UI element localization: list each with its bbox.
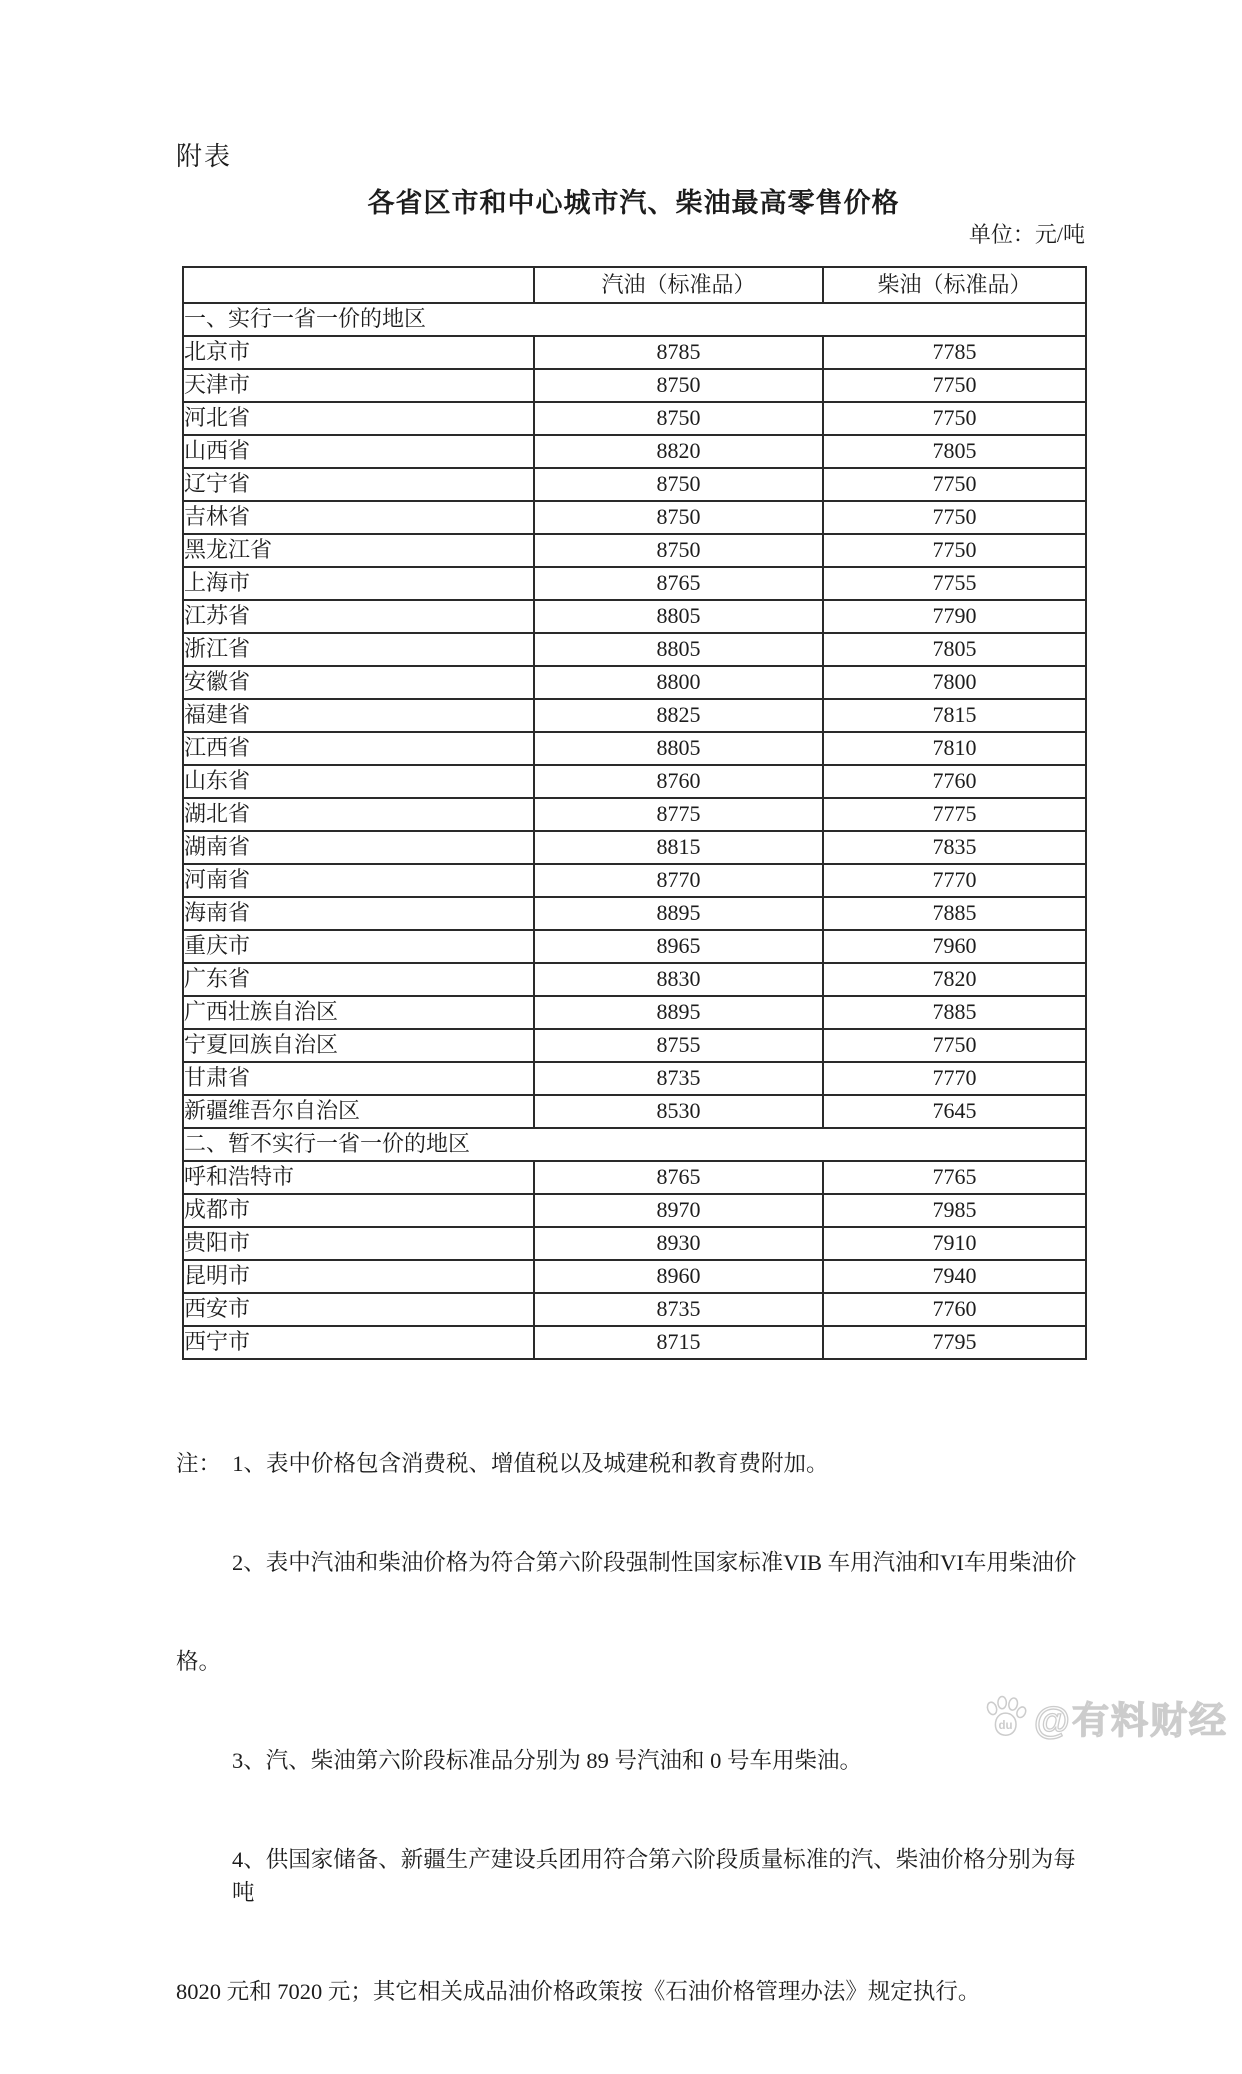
region-name-cell: 广西壮族自治区 — [183, 996, 534, 1029]
price-row — [183, 369, 1086, 402]
price-row — [183, 1260, 1086, 1293]
region-name-cell: 新疆维吾尔自治区 — [183, 1095, 534, 1128]
diesel-price-cell: 7750 — [823, 402, 1086, 435]
region-name-cell: 呼和浩特市 — [183, 1161, 534, 1194]
diesel-price-cell: 7790 — [823, 600, 1086, 633]
svg-text:du: du — [998, 1719, 1013, 1732]
gasoline-price-cell: 8735 — [534, 1062, 823, 1095]
price-row — [183, 1194, 1086, 1227]
price-row — [183, 996, 1086, 1029]
diesel-price-cell: 7805 — [823, 435, 1086, 468]
note-line-4: 4、供国家储备、新疆生产建设兵团用符合第六阶段质量标准的汽、柴油价格分别为每吨 — [232, 1847, 1076, 1905]
region-name-cell: 江苏省 — [183, 600, 534, 633]
gasoline-price-cell: 8750 — [534, 534, 823, 567]
region-column-header — [183, 267, 534, 303]
gasoline-price-cell: 8755 — [534, 1029, 823, 1062]
region-name-cell: 贵阳市 — [183, 1227, 534, 1260]
price-row — [183, 864, 1086, 897]
diesel-column-header: 柴油（标准品） — [823, 267, 1086, 303]
section-header-row — [183, 303, 1086, 336]
diesel-price-cell: 7785 — [823, 336, 1086, 369]
note-line-2: 2、表中汽油和柴油价格为符合第六阶段强制性国家标准VIB 车用汽油和VI车用柴油价 — [232, 1550, 1077, 1575]
region-name-cell: 北京市 — [183, 336, 534, 369]
gasoline-price-cell: 8960 — [534, 1260, 823, 1293]
gasoline-price-cell: 8765 — [534, 567, 823, 600]
diesel-price-cell: 7835 — [823, 831, 1086, 864]
note-line-3: 3、汽、柴油第六阶段标准品分别为 89 号汽油和 0 号车用柴油。 — [232, 1748, 863, 1773]
diesel-price-cell: 7755 — [823, 567, 1086, 600]
region-name-cell: 昆明市 — [183, 1260, 534, 1293]
price-row — [183, 534, 1086, 567]
region-name-cell: 河北省 — [183, 402, 534, 435]
region-name-cell: 黑龙江省 — [183, 534, 534, 567]
region-name-cell: 宁夏回族自治区 — [183, 1029, 534, 1062]
price-row — [183, 1161, 1086, 1194]
gasoline-price-cell: 8760 — [534, 765, 823, 798]
gasoline-price-cell: 8530 — [534, 1095, 823, 1128]
region-name-cell: 河南省 — [183, 864, 534, 897]
price-row — [183, 336, 1086, 369]
region-name-cell: 甘肃省 — [183, 1062, 534, 1095]
gasoline-price-cell: 8970 — [534, 1194, 823, 1227]
section-header-cell: 二、暂不实行一省一价的地区 — [183, 1128, 1086, 1161]
diesel-price-cell: 7885 — [823, 897, 1086, 930]
gasoline-price-cell: 8805 — [534, 732, 823, 765]
gasoline-price-cell: 8735 — [534, 1293, 823, 1326]
gasoline-column-header: 汽油（标准品） — [534, 267, 823, 303]
diesel-price-cell: 7750 — [823, 534, 1086, 567]
region-name-cell: 上海市 — [183, 567, 534, 600]
price-row — [183, 732, 1086, 765]
price-row — [183, 468, 1086, 501]
diesel-price-cell: 7805 — [823, 633, 1086, 666]
price-row — [183, 402, 1086, 435]
gasoline-price-cell: 8715 — [534, 1326, 823, 1359]
price-row — [183, 600, 1086, 633]
diesel-price-cell: 7960 — [823, 930, 1086, 963]
gasoline-price-cell: 8805 — [534, 633, 823, 666]
price-row — [183, 1095, 1086, 1128]
gasoline-price-cell: 8750 — [534, 468, 823, 501]
diesel-price-cell: 7815 — [823, 699, 1086, 732]
region-name-cell: 安徽省 — [183, 666, 534, 699]
region-name-cell: 天津市 — [183, 369, 534, 402]
region-name-cell: 山东省 — [183, 765, 534, 798]
price-row — [183, 501, 1086, 534]
price-row — [183, 666, 1086, 699]
gasoline-price-cell: 8820 — [534, 435, 823, 468]
region-name-cell: 浙江省 — [183, 633, 534, 666]
note-line-1: 注： 1、表中价格包含消费税、增值税以及城建税和教育费附加。 — [176, 1451, 829, 1476]
price-row — [183, 435, 1086, 468]
diesel-price-cell: 7885 — [823, 996, 1086, 1029]
diesel-price-cell: 7750 — [823, 1029, 1086, 1062]
region-name-cell: 山西省 — [183, 435, 534, 468]
note-line-4-cont: 8020 元和 7020 元；其它相关成品油价格政策按《石油价格管理办法》规定执行。 — [176, 1979, 981, 2004]
region-name-cell: 广东省 — [183, 963, 534, 996]
page-title: 各省区市和中心城市汽、柴油最高零售价格 — [367, 188, 900, 218]
price-row — [183, 765, 1086, 798]
diesel-price-cell: 7750 — [823, 468, 1086, 501]
gasoline-price-cell: 8825 — [534, 699, 823, 732]
region-name-cell: 重庆市 — [183, 930, 534, 963]
gasoline-price-cell: 8800 — [534, 666, 823, 699]
diesel-price-cell: 7910 — [823, 1227, 1086, 1260]
region-name-cell: 成都市 — [183, 1194, 534, 1227]
price-row — [183, 831, 1086, 864]
diesel-price-cell: 7810 — [823, 732, 1086, 765]
price-row — [183, 897, 1086, 930]
price-table — [182, 266, 1087, 1360]
diesel-price-cell: 7770 — [823, 1062, 1086, 1095]
gasoline-price-cell: 8765 — [534, 1161, 823, 1194]
region-name-cell: 海南省 — [183, 897, 534, 930]
price-row — [183, 963, 1086, 996]
region-name-cell: 吉林省 — [183, 501, 534, 534]
gasoline-price-cell: 8895 — [534, 996, 823, 1029]
section-header-row — [183, 1128, 1086, 1161]
table-header-row — [183, 267, 1086, 303]
diesel-price-cell: 7770 — [823, 864, 1086, 897]
diesel-price-cell: 7775 — [823, 798, 1086, 831]
price-row — [183, 930, 1086, 963]
price-row — [183, 633, 1086, 666]
gasoline-price-cell: 8815 — [534, 831, 823, 864]
price-row — [183, 1029, 1086, 1062]
notes-section — [176, 1381, 1092, 2074]
price-row — [183, 1227, 1086, 1260]
price-row — [183, 1326, 1086, 1359]
gasoline-price-cell: 8895 — [534, 897, 823, 930]
gasoline-price-cell: 8750 — [534, 402, 823, 435]
diesel-price-cell: 7800 — [823, 666, 1086, 699]
watermark-text: @有料财经 — [1033, 1700, 1228, 1741]
diesel-price-cell: 7985 — [823, 1194, 1086, 1227]
gasoline-price-cell: 8965 — [534, 930, 823, 963]
region-name-cell: 辽宁省 — [183, 468, 534, 501]
gasoline-price-cell: 8750 — [534, 501, 823, 534]
diesel-price-cell: 7940 — [823, 1260, 1086, 1293]
gasoline-price-cell: 8805 — [534, 600, 823, 633]
diesel-price-cell: 7750 — [823, 501, 1086, 534]
diesel-price-cell: 7795 — [823, 1326, 1086, 1359]
baidu-paw-icon — [982, 1694, 1028, 1740]
gasoline-price-cell: 8830 — [534, 963, 823, 996]
unit-label: 单位：元/吨 — [968, 222, 1085, 247]
gasoline-price-cell: 8930 — [534, 1227, 823, 1260]
region-name-cell: 江西省 — [183, 732, 534, 765]
diesel-price-cell: 7820 — [823, 963, 1086, 996]
diesel-price-cell: 7760 — [823, 765, 1086, 798]
price-table-body — [183, 303, 1086, 1359]
watermark — [982, 1690, 1228, 1744]
price-row — [183, 699, 1086, 732]
region-name-cell: 湖北省 — [183, 798, 534, 831]
gasoline-price-cell: 8750 — [534, 369, 823, 402]
diesel-price-cell: 7765 — [823, 1161, 1086, 1194]
price-row — [183, 1062, 1086, 1095]
section-header-cell: 一、实行一省一价的地区 — [183, 303, 1086, 336]
gasoline-price-cell: 8785 — [534, 336, 823, 369]
price-row — [183, 567, 1086, 600]
region-name-cell: 西宁市 — [183, 1326, 534, 1359]
attachment-label: 附表 — [176, 142, 233, 171]
diesel-price-cell: 7645 — [823, 1095, 1086, 1128]
region-name-cell: 福建省 — [183, 699, 534, 732]
gasoline-price-cell: 8770 — [534, 864, 823, 897]
price-row — [183, 798, 1086, 831]
price-row — [183, 1293, 1086, 1326]
region-name-cell: 湖南省 — [183, 831, 534, 864]
gasoline-price-cell: 8775 — [534, 798, 823, 831]
region-name-cell: 西安市 — [183, 1293, 534, 1326]
diesel-price-cell: 7750 — [823, 369, 1086, 402]
diesel-price-cell: 7760 — [823, 1293, 1086, 1326]
note-line-2-cont: 格。 — [176, 1649, 222, 1674]
